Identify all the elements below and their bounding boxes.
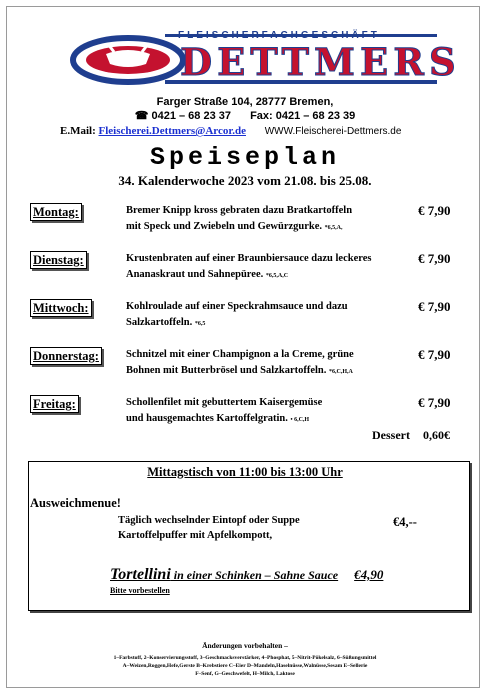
week-line: 34. Kalenderwoche 2023 vom 21.08. bis 25.08. — [118, 173, 372, 188]
price-dienstag: € 7,90 — [418, 251, 451, 266]
dish-montag: Bremer Knipp kross gebraten dazu Bratkartoffeln mit Speck und Zwiebeln und Gewürzgurke. *6,5,A, — [126, 205, 353, 232]
dish-donnerstag: Schnitzel mit einer Champignon a la Creme, grüne Bohnen mit Butterbrösel und Salzkartoffeln. *6,C,H,A — [126, 349, 354, 376]
special-price: €4,90 — [354, 567, 384, 582]
address: Farger Straße 104, 28777 Bremen, — [156, 96, 334, 108]
logo-name: DETTMERS — [180, 40, 461, 84]
special-dish — [110, 566, 383, 584]
price-montag: € 7,90 — [418, 203, 451, 218]
email-link[interactable]: Fleischerei.Dettmers@Arcor.de — [98, 125, 246, 137]
phone: ☎ 0421 – 68 23 37 — [134, 110, 231, 122]
price-freitag: € 7,90 — [418, 395, 451, 410]
email-label: E.Mail: — [60, 125, 96, 137]
dish-freitag: Schollenfilet mit gebuttertem Kaisergemüse und hausgemachtes Kartoffelgratin. • 6,C,H — [126, 397, 323, 424]
phone-fax-line — [0, 109, 490, 122]
allergen-legend-1: 1–Farbstoff, 2–Konservierungsstoff, 3–Geschmacksverstärker, 4–Phosphat, 5–Nitrit-Pökelsalz, 6–Süßungsmittel — [113, 655, 377, 661]
price-mittwoch: € 7,90 — [418, 299, 451, 314]
email-row — [60, 125, 401, 137]
day-label-freitag: Freitag: — [30, 395, 79, 413]
special-name: Tortellini — [110, 566, 171, 583]
dessert-price: 0,60€ — [422, 428, 450, 442]
preorder-note: Bitte vorbestellen — [110, 586, 170, 595]
fax: Fax: 0421 – 68 23 39 — [250, 110, 356, 122]
dessert-label: Dessert — [372, 428, 410, 442]
page-title: Speiseplan — [149, 143, 341, 172]
day-label-mittwoch: Mittwoch: — [30, 299, 92, 317]
changes-note: Änderungen vorbehalten – — [202, 641, 288, 650]
website: WWW.Fleischerei-Dettmers.de — [264, 126, 402, 137]
alternative-price: €4,-- — [393, 515, 417, 529]
alternative-line-2: Kartoffelpuffer mit Apfelkompott, — [118, 530, 273, 541]
allergen-legend-3: F–Senf, G–Geschwefelt, H–Milch, Laktose — [195, 671, 295, 677]
alternative-title: Ausweichmenue! — [30, 496, 121, 510]
logo-subtitle: FLEISCHERFACHGESCHÄFT — [178, 30, 380, 41]
special-description: in einer Schinken – Sahne Sauce — [170, 568, 339, 582]
day-label-montag: Montag: — [30, 203, 82, 221]
midday-hours: Mittagstisch von 11:00 bis 13:00 Uhr — [147, 465, 343, 479]
dish-mittwoch: Kohlroulade auf einer Speckrahmsauce und dazu Salzkartoffeln. *6,5 — [126, 301, 348, 328]
day-label-dienstag: Dienstag: — [30, 251, 87, 269]
price-donnerstag: € 7,90 — [418, 347, 451, 362]
dessert-row — [372, 428, 450, 443]
dish-dienstag: Krustenbraten auf einer Braunbiersauce dazu leckeres Ananaskraut und Sahnepüree. *6,5,A,C — [126, 253, 372, 280]
allergen-legend-2: A–Weizen,Roggen,Hefe,Gerste B–Krebstiere C–Eier D–Mandeln,Haselnüsse,Walnüsse,Sesam E–Sellerie — [122, 663, 368, 669]
alternative-line-1: Täglich wechselnder Eintopf oder Suppe — [118, 515, 300, 526]
day-label-donnerstag: Donnerstag: — [30, 347, 102, 365]
